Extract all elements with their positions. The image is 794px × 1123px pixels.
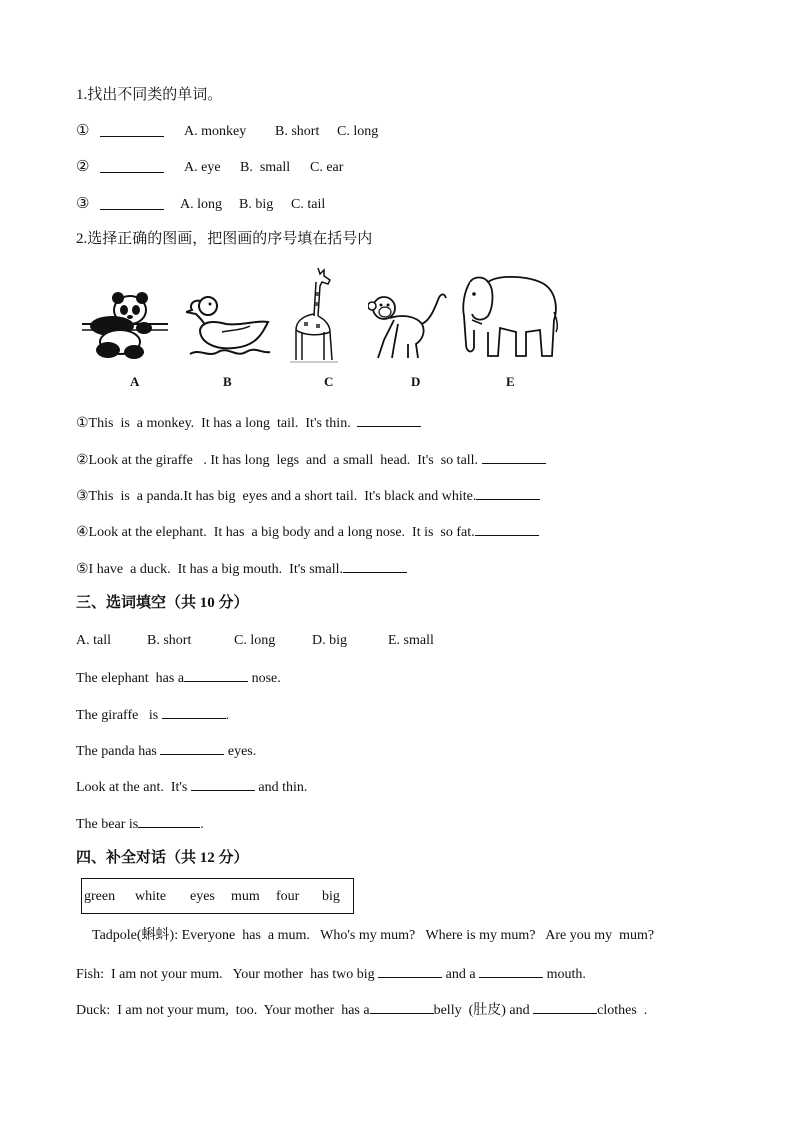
monkey-icon [368, 290, 448, 362]
q2-sentence [76, 522, 539, 542]
word-bank-item: four [276, 889, 300, 904]
sentence-text: ②Look at the giraffe . It has long legs and a small head. It's so tall. [76, 453, 479, 468]
line-text: nose. [248, 671, 281, 686]
line-text: mouth. [543, 967, 586, 982]
word-bank-item: green [84, 889, 116, 904]
line-text: The elephant has a [76, 671, 185, 686]
answer-blank[interactable] [191, 777, 255, 791]
q4-title: 四、补全对话（共 12 分） [76, 850, 249, 866]
option-c: C. tail [291, 197, 326, 212]
q2-sentence [76, 413, 421, 433]
word-bank-item: eyes [190, 889, 215, 904]
line-text: and a [442, 967, 480, 982]
answer-blank[interactable] [100, 196, 164, 216]
dialogue-line-fish [76, 964, 586, 984]
answer-blank[interactable] [533, 1000, 597, 1014]
answer-blank[interactable] [184, 668, 248, 682]
word-option: C. long [234, 633, 276, 648]
q1-row-num: ③ [76, 196, 90, 212]
line-text: . [200, 817, 204, 832]
sentence-text: ③This is a panda.It has big eyes and a short tail. It's black and white. [76, 489, 477, 504]
q3-line [76, 705, 229, 725]
line-text: Duck: I am not your mum, too. Your mother has a [76, 1003, 370, 1018]
duck-icon [186, 294, 272, 362]
answer-blank[interactable] [100, 159, 164, 179]
q2-sentence [76, 559, 407, 579]
line-text: The giraffe is [76, 708, 162, 723]
word-option: E. small [388, 633, 434, 648]
option-b: B. big [239, 197, 274, 212]
line-text: belly (肚皮) and [433, 1003, 534, 1018]
word-option: A. tall [76, 633, 111, 648]
answer-blank[interactable] [482, 450, 546, 464]
answer-blank[interactable] [357, 413, 421, 427]
q2-sentence [76, 486, 540, 506]
line-text: eyes. [224, 744, 257, 759]
sentence-text: ⑤I have a duck. It has a big mouth. It's small. [76, 562, 344, 577]
q3-line [76, 741, 256, 761]
answer-blank[interactable] [476, 486, 540, 500]
word-bank-item: white [135, 889, 167, 904]
answer-blank[interactable] [138, 814, 200, 828]
word-option: D. big [312, 633, 347, 648]
q2-sentence [76, 450, 546, 470]
line-text: The panda has [76, 744, 161, 759]
giraffe-icon [290, 266, 340, 364]
word-bank-item: big [322, 889, 340, 904]
line-text: . [225, 708, 230, 723]
picture-caption: E [506, 374, 515, 389]
picture-caption: C [324, 374, 334, 389]
option-c: C. ear [310, 160, 344, 175]
answer-blank[interactable] [162, 705, 226, 719]
picture-caption: B [223, 374, 232, 389]
line-text: The bear is [76, 817, 139, 832]
option-c: C. long [337, 124, 379, 139]
q3-title: 三、选词填空（共 10 分） [76, 595, 249, 611]
q3-line [76, 814, 204, 834]
sentence-text: ④Look at the elephant. It has a big body and a long nose. It is so fat. [76, 525, 475, 540]
word-bank-box [81, 878, 354, 914]
option-a: A. monkey [184, 124, 247, 139]
q1-row-num: ① [76, 123, 90, 139]
word-bank-item: mum [231, 889, 260, 904]
line-text: Look at the ant. It's [76, 780, 191, 795]
answer-blank[interactable] [479, 964, 543, 978]
q3-line [76, 777, 307, 797]
sentence-text: ①This is a monkey. It has a long tail. It's thin. [76, 416, 351, 431]
dialogue-line-duck [76, 1000, 647, 1020]
q1-row-num: ② [76, 159, 90, 175]
answer-blank[interactable] [100, 123, 164, 143]
line-text: clothes . [597, 1003, 648, 1018]
answer-blank[interactable] [370, 1000, 434, 1014]
picture-caption: D [411, 374, 421, 389]
line-text: and thin. [254, 780, 308, 795]
q2-title: 2.选择正确的图画，把图画的序号填在括号内 [76, 231, 373, 247]
option-a: A. long [180, 197, 222, 212]
word-option: B. short [147, 633, 192, 648]
option-a: A. eye [184, 160, 221, 175]
option-b: B. small [240, 160, 291, 175]
answer-blank[interactable] [378, 964, 442, 978]
panda-icon [82, 290, 170, 362]
answer-blank[interactable] [475, 522, 539, 536]
picture-caption: A [130, 374, 140, 389]
answer-blank[interactable] [160, 741, 224, 755]
q3-line [76, 668, 281, 688]
dialogue-line-tadpole: Tadpole(蝌蚪): Everyone has a mum. Who's my mum? Where is my mum? Are you my mum? [92, 928, 655, 943]
option-b: B. short [275, 124, 320, 139]
line-text: Fish: I am not your mum. Your mother has two big [76, 967, 379, 982]
q1-title: 1.找出不同类的单词。 [76, 87, 223, 103]
elephant-icon [460, 272, 560, 362]
answer-blank[interactable] [343, 559, 407, 573]
